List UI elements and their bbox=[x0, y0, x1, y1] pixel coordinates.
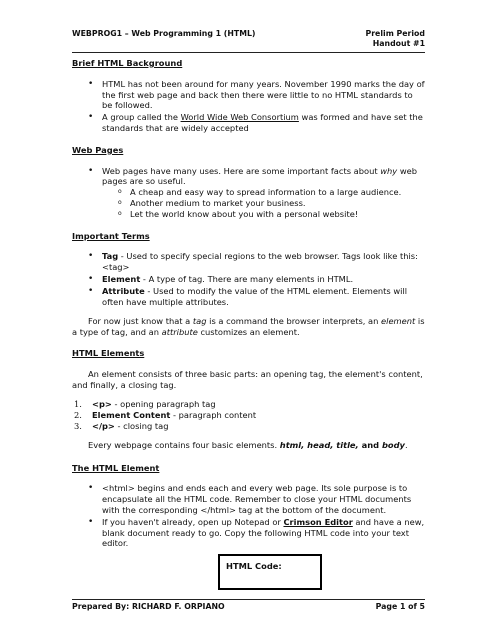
sub-item: o Let the world know about you with a personal website! bbox=[102, 209, 425, 220]
list-item: • A group called the World Wide Web Consortium was formed and have set the standards that are widely accepted bbox=[72, 112, 425, 134]
header-right bbox=[366, 29, 426, 49]
sub-item: o Another medium to market your business. bbox=[102, 198, 425, 209]
elements-closing: Every webpage contains four basic elements. html, head, title, and body. bbox=[88, 439, 408, 450]
list-item: 2. Element Content - paragraph content bbox=[74, 410, 257, 421]
section-title-terms: Important Terms bbox=[72, 230, 150, 241]
section-title-webpages: Web Pages bbox=[72, 144, 124, 155]
document-body bbox=[72, 58, 425, 550]
html-code-box bbox=[218, 554, 322, 590]
list-item: 1. <p> - opening paragraph tag bbox=[74, 399, 216, 410]
webpages-list bbox=[72, 166, 425, 220]
list-item: • <html> begins and ends each and every web page. Its sole purpose is to encapsulate all the HTML code. Remember to close your HTML documents with the corresponding </html> tag at the bottom of the document. bbox=[72, 483, 425, 515]
sub-item: o A cheap and easy way to spread information to a large audience. bbox=[102, 187, 425, 198]
header-divider bbox=[72, 52, 425, 53]
terms-list bbox=[72, 251, 425, 307]
section-title-elements: HTML Elements bbox=[72, 347, 145, 358]
code-box-label: HTML Code: bbox=[226, 561, 282, 571]
footer-divider bbox=[72, 599, 425, 600]
crimson-editor-link[interactable]: Crimson Editor bbox=[283, 516, 353, 527]
w3c-link[interactable]: World Wide Web Consortium bbox=[180, 112, 299, 123]
handout-label: Handout #1 bbox=[372, 39, 425, 48]
elements-list bbox=[72, 399, 425, 431]
html-element-list bbox=[72, 483, 425, 549]
page-number: Page 1 of 5 bbox=[375, 602, 425, 611]
period-label: Prelim Period bbox=[365, 29, 425, 38]
author-credit: Prepared By: RICHARD F. ORPIANO bbox=[72, 602, 225, 611]
elements-intro: An element consists of three basic parts: an opening tag, the element's content, and finally, a closing tag. bbox=[72, 368, 423, 390]
list-item: • Web pages have many uses. Here are some important facts about why web pages are so useful. o A cheap and easy way to spread information to a large audience. o Another medium to market your business. o Let the world know about you with a personal website! bbox=[72, 166, 425, 220]
terms-summary: For now just know that a tag is a command the browser interprets, an element is a type of tag, and an attribute customizes an element. bbox=[72, 316, 425, 338]
list-item: 3. </p> - closing tag bbox=[74, 420, 169, 431]
section-title-html-element: The HTML Element bbox=[72, 462, 160, 473]
term-item: • Element - A type of tag. There are many elements in HTML. bbox=[72, 274, 425, 285]
list-item: • If you haven't already, open up Notepad or Crimson Editor and have a new, blank document ready to go. Copy the following HTML code into your text editor. bbox=[72, 517, 425, 549]
course-title: WEBPROG1 – Web Programming 1 (HTML) bbox=[72, 29, 256, 38]
webpages-sublist bbox=[102, 187, 425, 219]
list-item: • HTML has not been around for many years. November 1990 marks the day of the first web page and back then there were little to no HTML standards to be followed. bbox=[72, 79, 425, 111]
background-list bbox=[72, 79, 425, 134]
term-item: • Attribute - Used to modify the value of the HTML element. Elements will often have multiple attributes. bbox=[72, 286, 425, 308]
section-title-background: Brief HTML Background bbox=[72, 58, 183, 68]
term-item: • Tag - Used to specify special regions to the web browser. Tags look like this: <tag> bbox=[72, 251, 425, 273]
